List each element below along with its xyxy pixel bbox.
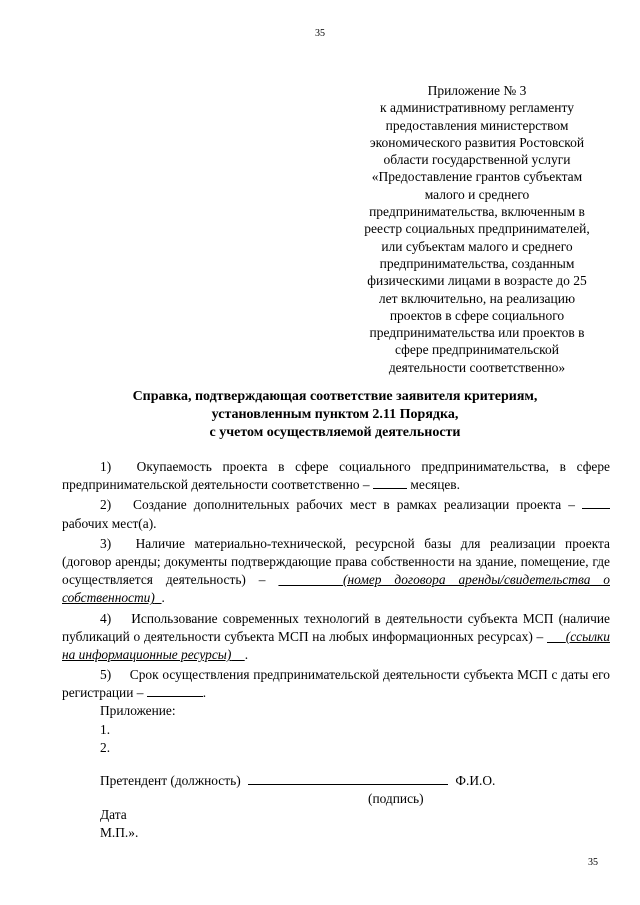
stamp-label: М.П.». [100,825,139,840]
appendix-line: реестр социальных предпринимателей, [364,221,590,237]
appendix-line: предпринимательства, включенным в [369,204,585,220]
blank-field[interactable] [373,476,407,489]
attachments-block [100,702,176,758]
item-text: Окупаемость проекта в сфере социального предпринимательства, в сфере предпринимательской деятельности соответственно – [62,459,610,493]
appendix-line: к административному регламенту [380,100,574,116]
title-line: установленным пунктом 2.11 Порядка, [211,407,459,422]
title-line: Справка, подтверждающая соответствие заявителя критериям, [132,389,538,404]
attachment-line: 2. [100,740,111,755]
item-number: 4) [100,610,112,626]
blank-field[interactable] [147,684,203,697]
criterion-2 [62,496,610,532]
attachments-label: Приложение: [100,703,176,718]
attachment-line: 1. [100,721,111,737]
item-number: 2) [100,497,112,513]
appendix-line: лет включительно, на реализацию [378,290,576,306]
appendix-line: Приложение № 3 [427,83,527,98]
appendix-header [342,82,612,376]
appendix-line: «Предоставление грантов субъектам [371,169,583,185]
appendix-line: малого и среднего [424,186,530,202]
criterion-5 [62,666,610,702]
appendix-line: деятельности соответственно» [388,359,566,375]
fio-label: Ф.И.О. [455,773,496,788]
appendix-line: области государственной услуги [383,152,571,168]
item-text: рабочих мест(а). [62,515,157,531]
title-line: с учетом осуществляемой деятельности [209,425,461,440]
appendix-line: проектов в сфере социального [389,307,565,323]
item-text: . [244,647,249,663]
appendix-line: физическими лицами в возрасте до 25 [367,273,587,289]
criterion-3 [62,535,610,608]
appendix-line: или субъектам малого и среднего [381,238,573,254]
contract-number-hint: (номер договора аренды/свидетельства о собственности) [62,572,610,606]
appendix-line: предоставления министерством [385,117,569,133]
criterion-4 [62,610,610,665]
item-text: Создание дополнительных рабочих мест в рамках реализации проекта – [133,497,575,513]
item-number: 1) [100,459,112,474]
appendix-line: предпринимательства, созданным [379,255,575,271]
criteria-list [62,458,610,705]
resources-links-hint: (ссылки на информационные ресурсы) [62,628,610,663]
item-text: месяцев. [410,477,460,493]
item-text: . [202,685,207,701]
signature-caption: (подпись) [368,791,424,806]
item-number: 5) [100,667,112,683]
criterion-1 [62,458,610,494]
appendix-line: предпринимательства или проектов в [369,325,585,341]
item-text: . [161,590,165,606]
signature-row [100,772,495,789]
signature-line[interactable] [248,772,448,785]
appendix-line: экономического развития Ростовской [369,134,585,150]
date-stamp-block [100,806,138,842]
item-number: 3) [100,535,112,551]
page-number-bottom: 35 [588,857,598,868]
page-number-top: 35 [315,28,325,39]
date-label: Дата [100,807,127,822]
claimant-label: Претендент (должность) [100,773,241,788]
item-text: Срок осуществления предпринимательской деятельности субъекта МСП с даты его регистрации – [62,667,610,701]
appendix-line: сфере предпринимательской [394,342,560,358]
item-text: Использование современных технологий в деятельности субъекта МСП (наличие публикаций о деятельности субъекта МСП на любых информационных ресурсах) – [62,610,610,644]
item-text: Наличие материально-технической, ресурсной базы для реализации проекта (договор аренды; документы подтверждающие права собственности на здание, помещение, где осуществляется деятельность) – [62,535,610,588]
blank-field[interactable] [582,496,610,509]
document-title [70,388,600,442]
